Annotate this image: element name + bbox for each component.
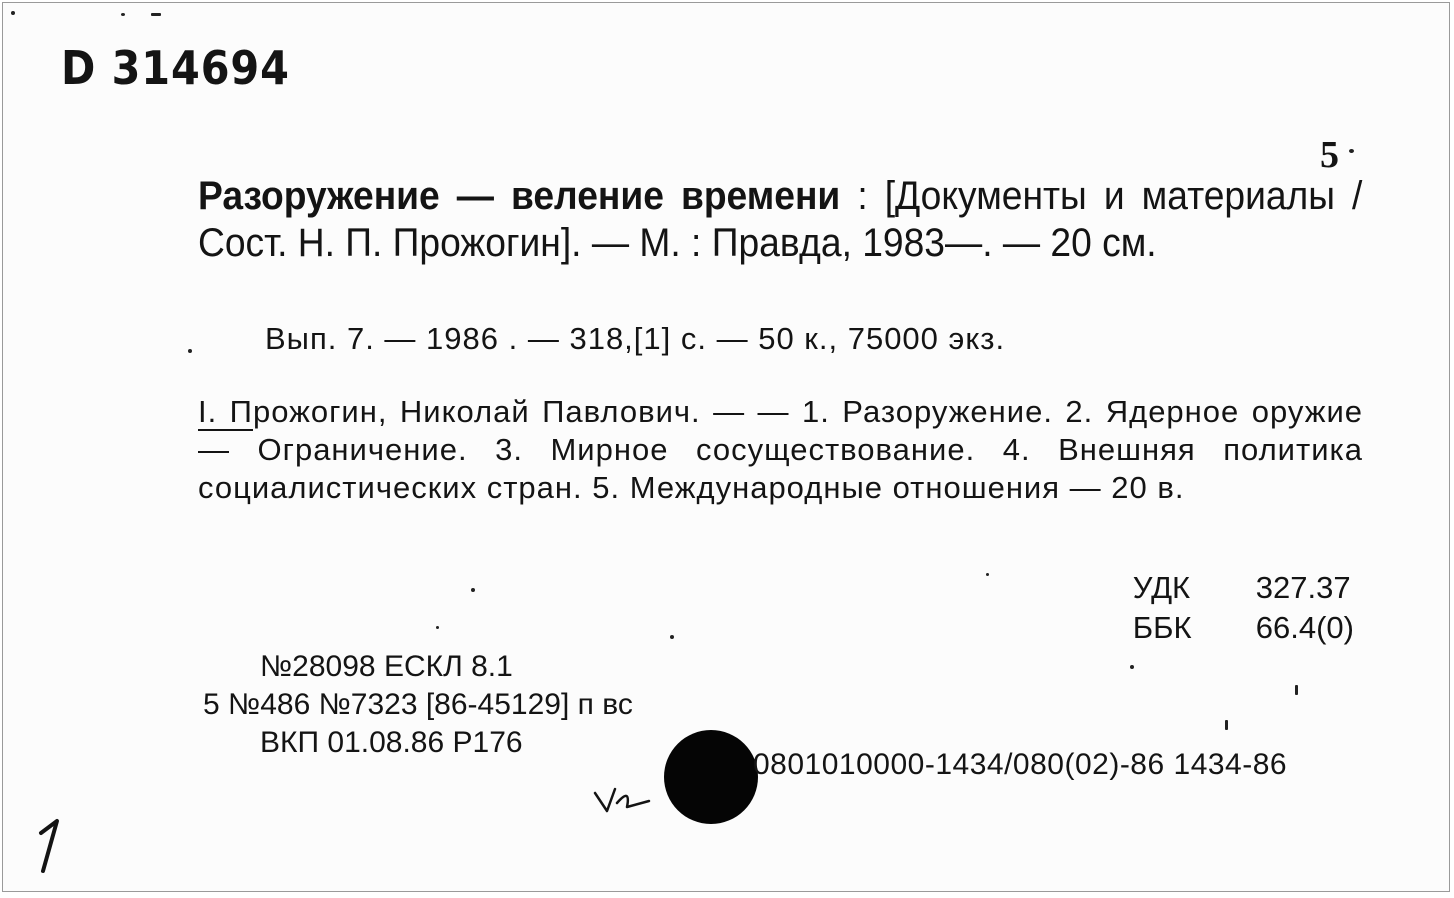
handwritten-mark-icon bbox=[33, 815, 69, 880]
udk-row bbox=[1133, 568, 1354, 608]
speck bbox=[1295, 685, 1298, 695]
speck bbox=[1130, 665, 1134, 669]
speck bbox=[121, 13, 125, 16]
udk-value: 327.37 bbox=[1255, 570, 1351, 605]
volume-line: Вып. 7. — 1986 . — 318,[1] с. — 50 к., 75000 экз. bbox=[265, 321, 1006, 356]
card-number: 5 bbox=[1320, 134, 1339, 176]
speck bbox=[1349, 149, 1354, 153]
technical-block bbox=[203, 648, 633, 762]
speck bbox=[436, 626, 439, 629]
handwritten-initials-icon bbox=[591, 781, 655, 822]
speck bbox=[11, 11, 15, 15]
tracing-text: рожогин, Николай Павлович. — — 1. Разоружение. 2. Ядерное оружие — Ограничение. 3. Мирное сосуществование. 4. Внешняя политика социалистических стран. 5. Международные отношения — 20 в. bbox=[198, 394, 1363, 505]
udk-label: УДК bbox=[1132, 570, 1191, 605]
bbk-value: 66.4(0) bbox=[1255, 610, 1354, 645]
speck bbox=[986, 573, 989, 576]
accession-number: D 314694 bbox=[61, 41, 290, 95]
tech-line-1: №28098 ЕСКЛ 8.1 bbox=[260, 650, 513, 683]
catalog-card bbox=[2, 2, 1450, 892]
bbk-label: ББК bbox=[1132, 610, 1192, 645]
title: Разоружение — веление времени bbox=[198, 174, 841, 218]
speck bbox=[471, 588, 475, 592]
speck bbox=[188, 349, 192, 353]
speck bbox=[151, 13, 161, 16]
speck bbox=[670, 635, 674, 639]
speck bbox=[1225, 720, 1228, 730]
tech-line-2: 5 №486 №7323 [86-45129] п вс bbox=[203, 688, 633, 721]
classification-block bbox=[1133, 568, 1354, 648]
publication-details: : [Документы и материалы / Сост. Н. П. Прожогин]. — М. : Правда, 1983—. — 20 см. bbox=[198, 174, 1363, 265]
tracing-prefix: I. П bbox=[198, 394, 253, 429]
bbk-row bbox=[1133, 608, 1354, 648]
punch-hole bbox=[664, 730, 758, 824]
isbn-line: 0801010000-1434/080(02)-86 1434-86 bbox=[753, 748, 1288, 781]
tech-line-3: ВКП 01.08.86 Р176 bbox=[260, 726, 523, 759]
main-entry bbox=[198, 173, 1362, 267]
subject-tracings bbox=[198, 393, 1363, 507]
